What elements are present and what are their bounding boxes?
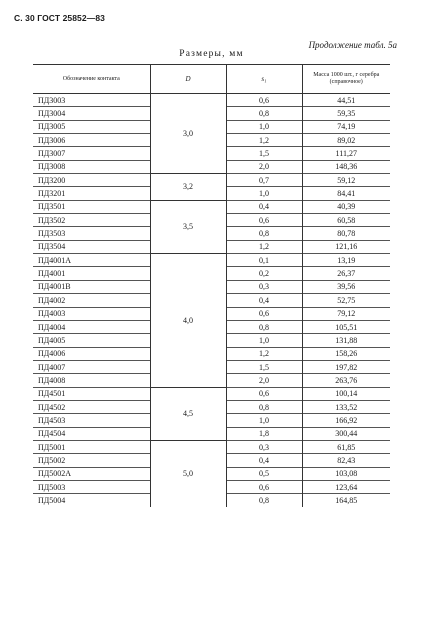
silver-mass-value: 52,75	[302, 294, 390, 307]
silver-mass-value: 300,44	[302, 427, 390, 440]
silver-mass-value: 44,51	[302, 94, 390, 107]
thickness-value: 0,6	[226, 480, 302, 493]
contact-designation: ПД4008	[33, 374, 150, 387]
header-thickness: s₁	[226, 65, 302, 94]
silver-mass-value: 103,08	[302, 467, 390, 480]
silver-mass-value: 61,85	[302, 440, 390, 453]
header-mass: Масса 1000 шт., г серебра (справочное)	[302, 65, 390, 94]
silver-mass-value: 80,78	[302, 227, 390, 240]
contact-designation: ПД3201	[33, 187, 150, 200]
thickness-value: 1,8	[226, 427, 302, 440]
silver-mass-value: 121,16	[302, 240, 390, 253]
contact-designation: ПД5003	[33, 480, 150, 493]
table-row	[33, 200, 390, 213]
silver-mass-value: 79,12	[302, 307, 390, 320]
silver-mass-value: 263,76	[302, 374, 390, 387]
contact-designation: ПД4001В	[33, 280, 150, 293]
thickness-value: 0,8	[226, 320, 302, 333]
silver-mass-value: 123,64	[302, 480, 390, 493]
table-continuation-note: Продолжение табл. 5а	[308, 40, 397, 50]
contact-designation: ПД5001	[33, 440, 150, 453]
silver-mass-value: 148,36	[302, 160, 390, 173]
silver-mass-value: 105,51	[302, 320, 390, 333]
silver-mass-value: 59,35	[302, 107, 390, 120]
silver-mass-value: 40,39	[302, 200, 390, 213]
thickness-value: 2,0	[226, 374, 302, 387]
contact-designation: ПД3003	[33, 94, 150, 107]
silver-mass-value: 133,52	[302, 400, 390, 413]
table-body	[33, 94, 390, 507]
diameter-group-value: 4,5	[150, 387, 226, 440]
header-designation: Обозначение контакта	[33, 65, 150, 94]
contact-designation: ПД3004	[33, 107, 150, 120]
silver-mass-value: 89,02	[302, 134, 390, 147]
contact-designation: ПД3200	[33, 174, 150, 187]
table-header-row	[33, 65, 390, 94]
thickness-value: 1,0	[226, 187, 302, 200]
thickness-value: 0,3	[226, 440, 302, 453]
contact-designation: ПД5002	[33, 454, 150, 467]
contact-designation: ПД4005	[33, 334, 150, 347]
silver-mass-value: 26,37	[302, 267, 390, 280]
silver-mass-value: 84,41	[302, 187, 390, 200]
contact-designation: ПД4503	[33, 414, 150, 427]
table-row	[33, 94, 390, 107]
silver-mass-value: 111,27	[302, 147, 390, 160]
contact-designation: ПД3503	[33, 227, 150, 240]
silver-mass-value: 13,19	[302, 254, 390, 267]
silver-mass-value: 158,26	[302, 347, 390, 360]
diameter-group-value: 3,2	[150, 174, 226, 201]
contact-designation: ПД5002А	[33, 467, 150, 480]
thickness-value: 0,4	[226, 200, 302, 213]
contact-designation: ПД3005	[33, 120, 150, 133]
diameter-group-value: 3,5	[150, 200, 226, 253]
silver-mass-value: 131,88	[302, 334, 390, 347]
thickness-value: 0,5	[226, 467, 302, 480]
thickness-value: 0,2	[226, 267, 302, 280]
contact-designation: ПД4004	[33, 320, 150, 333]
thickness-value: 1,5	[226, 147, 302, 160]
diameter-group-value: 4,0	[150, 254, 226, 387]
diameter-group-value: 5,0	[150, 440, 226, 506]
contact-designation: ПД3502	[33, 214, 150, 227]
contact-spec-table	[33, 64, 390, 507]
thickness-value: 0,4	[226, 454, 302, 467]
thickness-value: 0,3	[226, 280, 302, 293]
contact-designation: ПД4502	[33, 400, 150, 413]
contact-designation: ПД4501	[33, 387, 150, 400]
contact-designation: ПД4001А	[33, 254, 150, 267]
thickness-value: 1,2	[226, 240, 302, 253]
silver-mass-value: 82,43	[302, 454, 390, 467]
thickness-value: 1,5	[226, 360, 302, 373]
thickness-value: 2,0	[226, 160, 302, 173]
contact-designation: ПД3008	[33, 160, 150, 173]
contact-designation: ПД4006	[33, 347, 150, 360]
thickness-value: 1,2	[226, 134, 302, 147]
silver-mass-value: 197,82	[302, 360, 390, 373]
page-header: С. 30 ГОСТ 25852—83	[14, 13, 105, 23]
silver-mass-value: 59,12	[302, 174, 390, 187]
thickness-value: 0,8	[226, 227, 302, 240]
thickness-value: 1,2	[226, 347, 302, 360]
silver-mass-value: 100,14	[302, 387, 390, 400]
thickness-value: 0,6	[226, 94, 302, 107]
table-row	[33, 387, 390, 400]
thickness-value: 0,8	[226, 400, 302, 413]
contact-designation: ПД3006	[33, 134, 150, 147]
contact-designation: ПД3501	[33, 200, 150, 213]
dimensions-title: Размеры, мм	[179, 49, 244, 59]
thickness-value: 0,7	[226, 174, 302, 187]
thickness-value: 0,6	[226, 387, 302, 400]
thickness-value: 1,0	[226, 334, 302, 347]
table-row	[33, 174, 390, 187]
thickness-value: 1,0	[226, 120, 302, 133]
thickness-value: 0,6	[226, 307, 302, 320]
contact-designation: ПД3007	[33, 147, 150, 160]
contact-designation: ПД4504	[33, 427, 150, 440]
silver-mass-value: 164,85	[302, 494, 390, 507]
header-diameter: D	[150, 65, 226, 94]
contact-designation: ПД3504	[33, 240, 150, 253]
thickness-value: 0,1	[226, 254, 302, 267]
thickness-value: 0,6	[226, 214, 302, 227]
thickness-value: 0,8	[226, 107, 302, 120]
table-row	[33, 440, 390, 453]
thickness-value: 1,0	[226, 414, 302, 427]
silver-mass-value: 166,92	[302, 414, 390, 427]
thickness-value: 0,4	[226, 294, 302, 307]
contact-designation: ПД5004	[33, 494, 150, 507]
table-row	[33, 254, 390, 267]
silver-mass-value: 60,58	[302, 214, 390, 227]
contact-designation: ПД4003	[33, 307, 150, 320]
thickness-value: 0,8	[226, 494, 302, 507]
diameter-group-value: 3,0	[150, 94, 226, 174]
contact-designation: ПД4002	[33, 294, 150, 307]
silver-mass-value: 74,19	[302, 120, 390, 133]
contact-designation: ПД4001	[33, 267, 150, 280]
silver-mass-value: 39,56	[302, 280, 390, 293]
contact-designation: ПД4007	[33, 360, 150, 373]
